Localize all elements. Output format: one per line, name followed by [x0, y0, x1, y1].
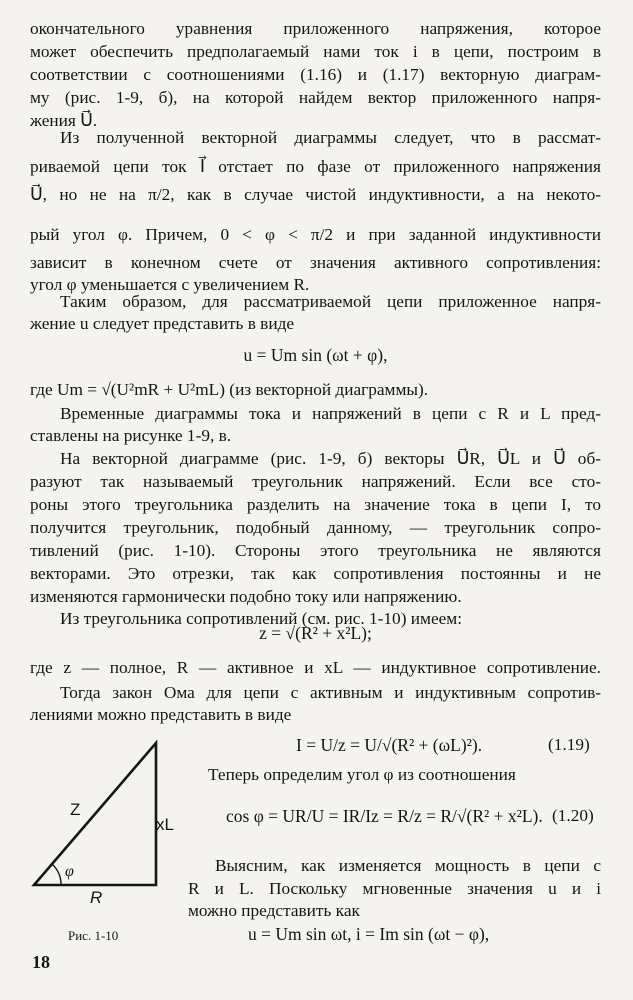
text-line: соответствии с соотношениями (1.16) и (1.17) векторную диаграм- — [30, 65, 601, 84]
text-line: жения U⃗. — [30, 111, 98, 130]
text-line: Из треугольника сопротивлений (см. рис. 1-10) имеем: — [60, 609, 463, 628]
text-line: угол φ уменьшается с увеличением R. — [30, 275, 310, 294]
text-line: окончательного уравнения приложенного напряжения, которое — [30, 19, 601, 38]
text-line: тивлений (рис. 1-10). Стороны этого треугольника не являются — [30, 541, 601, 560]
text-line: где z — полное, R — активное и xL — индуктивное сопротивление. — [30, 658, 601, 677]
text-line: Таким образом, для рассматриваемой цепи приложенное напря- — [60, 292, 601, 311]
text-line: Из полученной векторной диаграммы следует, что в рассмат- — [60, 128, 601, 147]
text-line: Теперь определим угол φ из соотношения — [208, 765, 516, 784]
text-line: разуют так называемый треугольник напряжений. Если все сто- — [30, 472, 601, 491]
equation-number: (1.20) — [552, 806, 594, 825]
text-line: R и L. Поскольку мгновенные значения u и i — [188, 879, 601, 898]
page-number: 18 — [32, 952, 50, 972]
resistance-triangle-figure — [26, 735, 196, 905]
equation-number: (1.19) — [548, 735, 590, 754]
equation: I = U/z = U/√(R² + (ωL)²). — [296, 735, 483, 755]
text-line: изменяются гармонически подобно току или напряжению. — [30, 587, 462, 606]
side-label-xl: xL — [156, 815, 174, 834]
angle-arc — [52, 864, 61, 885]
figure-caption: Рис. 1-10 — [68, 928, 119, 943]
equation: cos φ = UR/U = IR/Iz = R/z = R/√(R² + x²L). — [226, 806, 543, 826]
text-line: лениями можно представить в виде — [30, 705, 292, 724]
text-line: U⃗, но не на π/2, как в случае чистой индуктивности, а на некото- — [30, 185, 601, 204]
text-line: Тогда закон Ома для цепи с активным и индуктивным сопротив- — [60, 683, 601, 702]
angle-label: φ — [65, 863, 74, 880]
text-line: может обеспечить предполагаемый нами ток i в цепи, построим в — [30, 42, 601, 61]
text-line: ставлены на рисунке 1-9, в. — [30, 426, 232, 445]
text-line: Выясним, как изменяется мощность в цепи с — [215, 856, 601, 875]
equation: u = Um sin ωt, i = Im sin (ωt − φ), — [248, 924, 490, 944]
text-line: риваемой цепи ток I⃗ отстает по фазе от приложенного напряжения — [30, 157, 601, 176]
text-line: векторами. Это отрезки, так как сопротивления постоянны и не — [30, 564, 601, 583]
text-line: На векторной диаграмме (рис. 1-9, б) векторы U⃗R, U⃗L и U⃗ об- — [60, 449, 601, 468]
text-line: рый угол φ. Причем, 0 < φ < π/2 и при заданной индуктивности — [30, 225, 601, 244]
text-line: Временные диаграммы тока и напряжений в цепи с R и L пред- — [60, 404, 601, 423]
equation: u = Um sin (ωt + φ), — [243, 345, 388, 365]
text-line: можно представить как — [188, 901, 360, 920]
text-line: где Um = √(U²mR + U²mL) (из векторной диаграммы). — [30, 380, 429, 399]
text-line: му (рис. 1-9, б), на которой найдем вектор приложенного напря- — [30, 88, 601, 107]
text-line: жение u следует представить в виде — [30, 314, 295, 333]
equation: z = √(R² + x²L); — [259, 623, 372, 643]
text-line: зависит в конечном счете от значения активного сопротивления: — [30, 253, 601, 272]
text-line: роны этого треугольника разделить на значение тока в цепи I, то — [30, 495, 601, 514]
side-label-z: Z — [70, 800, 81, 819]
side-label-r: R — [90, 888, 103, 905]
text-line: получится треугольник, подобный данному, — треугольник сопро- — [30, 518, 601, 537]
